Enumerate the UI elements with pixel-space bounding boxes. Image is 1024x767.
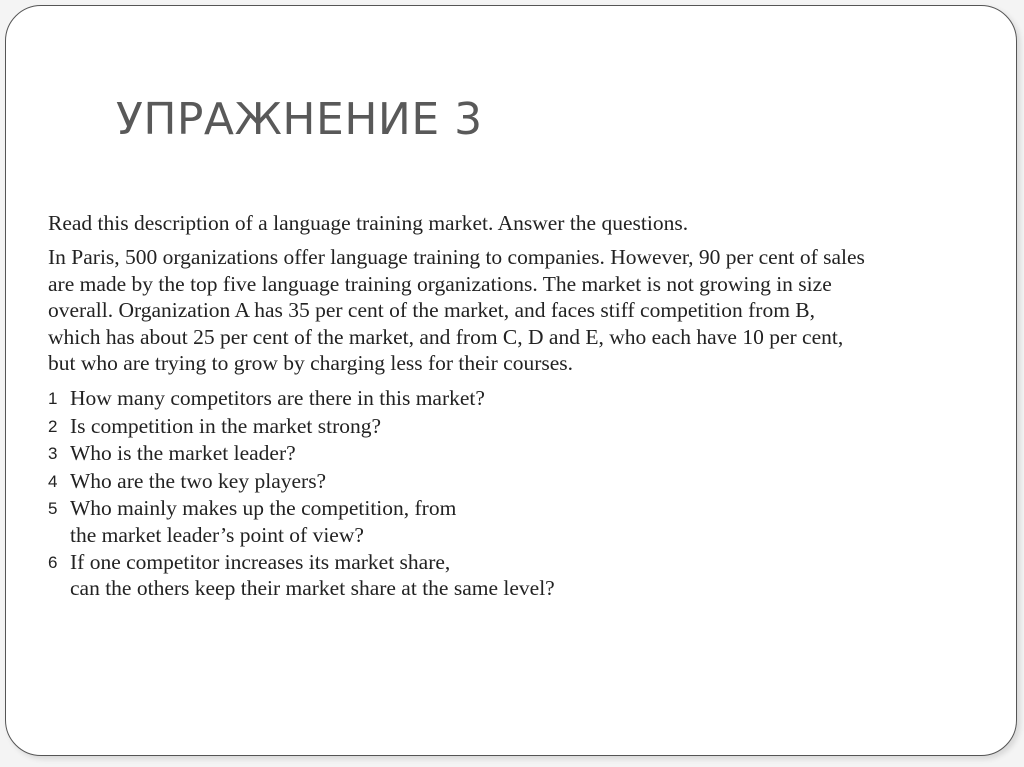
question-line: How many competitors are there in this market? (70, 385, 485, 410)
question-number: 4 (48, 471, 58, 491)
description-line: are made by the top five language training organizations. The market is not growing in size (48, 271, 832, 296)
question-item (48, 440, 988, 468)
description-line: but who are trying to grow by charging less for their courses. (48, 351, 574, 376)
question-item (48, 549, 988, 602)
question-text (70, 468, 326, 496)
question-text (70, 495, 456, 548)
market-description (48, 244, 988, 377)
question-number: 6 (48, 552, 58, 572)
question-number: 1 (48, 388, 58, 408)
description-line: which has about 25 per cent of the market, and from C, D and E, who each have 10 per cent, (48, 324, 844, 349)
description-line: overall. Organization A has 35 per cent of the market, and faces stiff competition from B, (48, 298, 816, 323)
question-line: Who is the market leader? (70, 441, 296, 466)
question-text (70, 440, 296, 468)
question-line: Who mainly makes up the competition, from (70, 496, 457, 521)
question-line: Who are the two key players? (70, 468, 327, 493)
question-line: can the others keep their market share at the same level? (70, 576, 555, 601)
question-number: 2 (48, 416, 58, 436)
slide-title: УПРАЖНЕНИЕ 3 (116, 94, 483, 145)
exercise-instruction: Read this description of a language training market. Answer the questions. (48, 211, 689, 235)
exercise-content (48, 210, 988, 602)
question-text (70, 413, 381, 441)
question-text (70, 385, 485, 413)
question-number: 5 (48, 499, 58, 519)
question-number: 3 (48, 444, 58, 464)
question-line: If one competitor increases its market share, (70, 549, 451, 574)
question-list (48, 385, 988, 602)
slide-frame (5, 5, 1017, 756)
question-line: Is competition in the market strong? (70, 413, 382, 438)
question-item (48, 495, 988, 548)
question-item (48, 413, 988, 441)
question-item (48, 385, 988, 413)
question-text (70, 549, 555, 602)
question-line: the market leader’s point of view? (70, 522, 364, 547)
question-item (48, 468, 988, 496)
description-line: In Paris, 500 organizations offer language training to companies. However, 90 per cent of sales (48, 245, 865, 269)
